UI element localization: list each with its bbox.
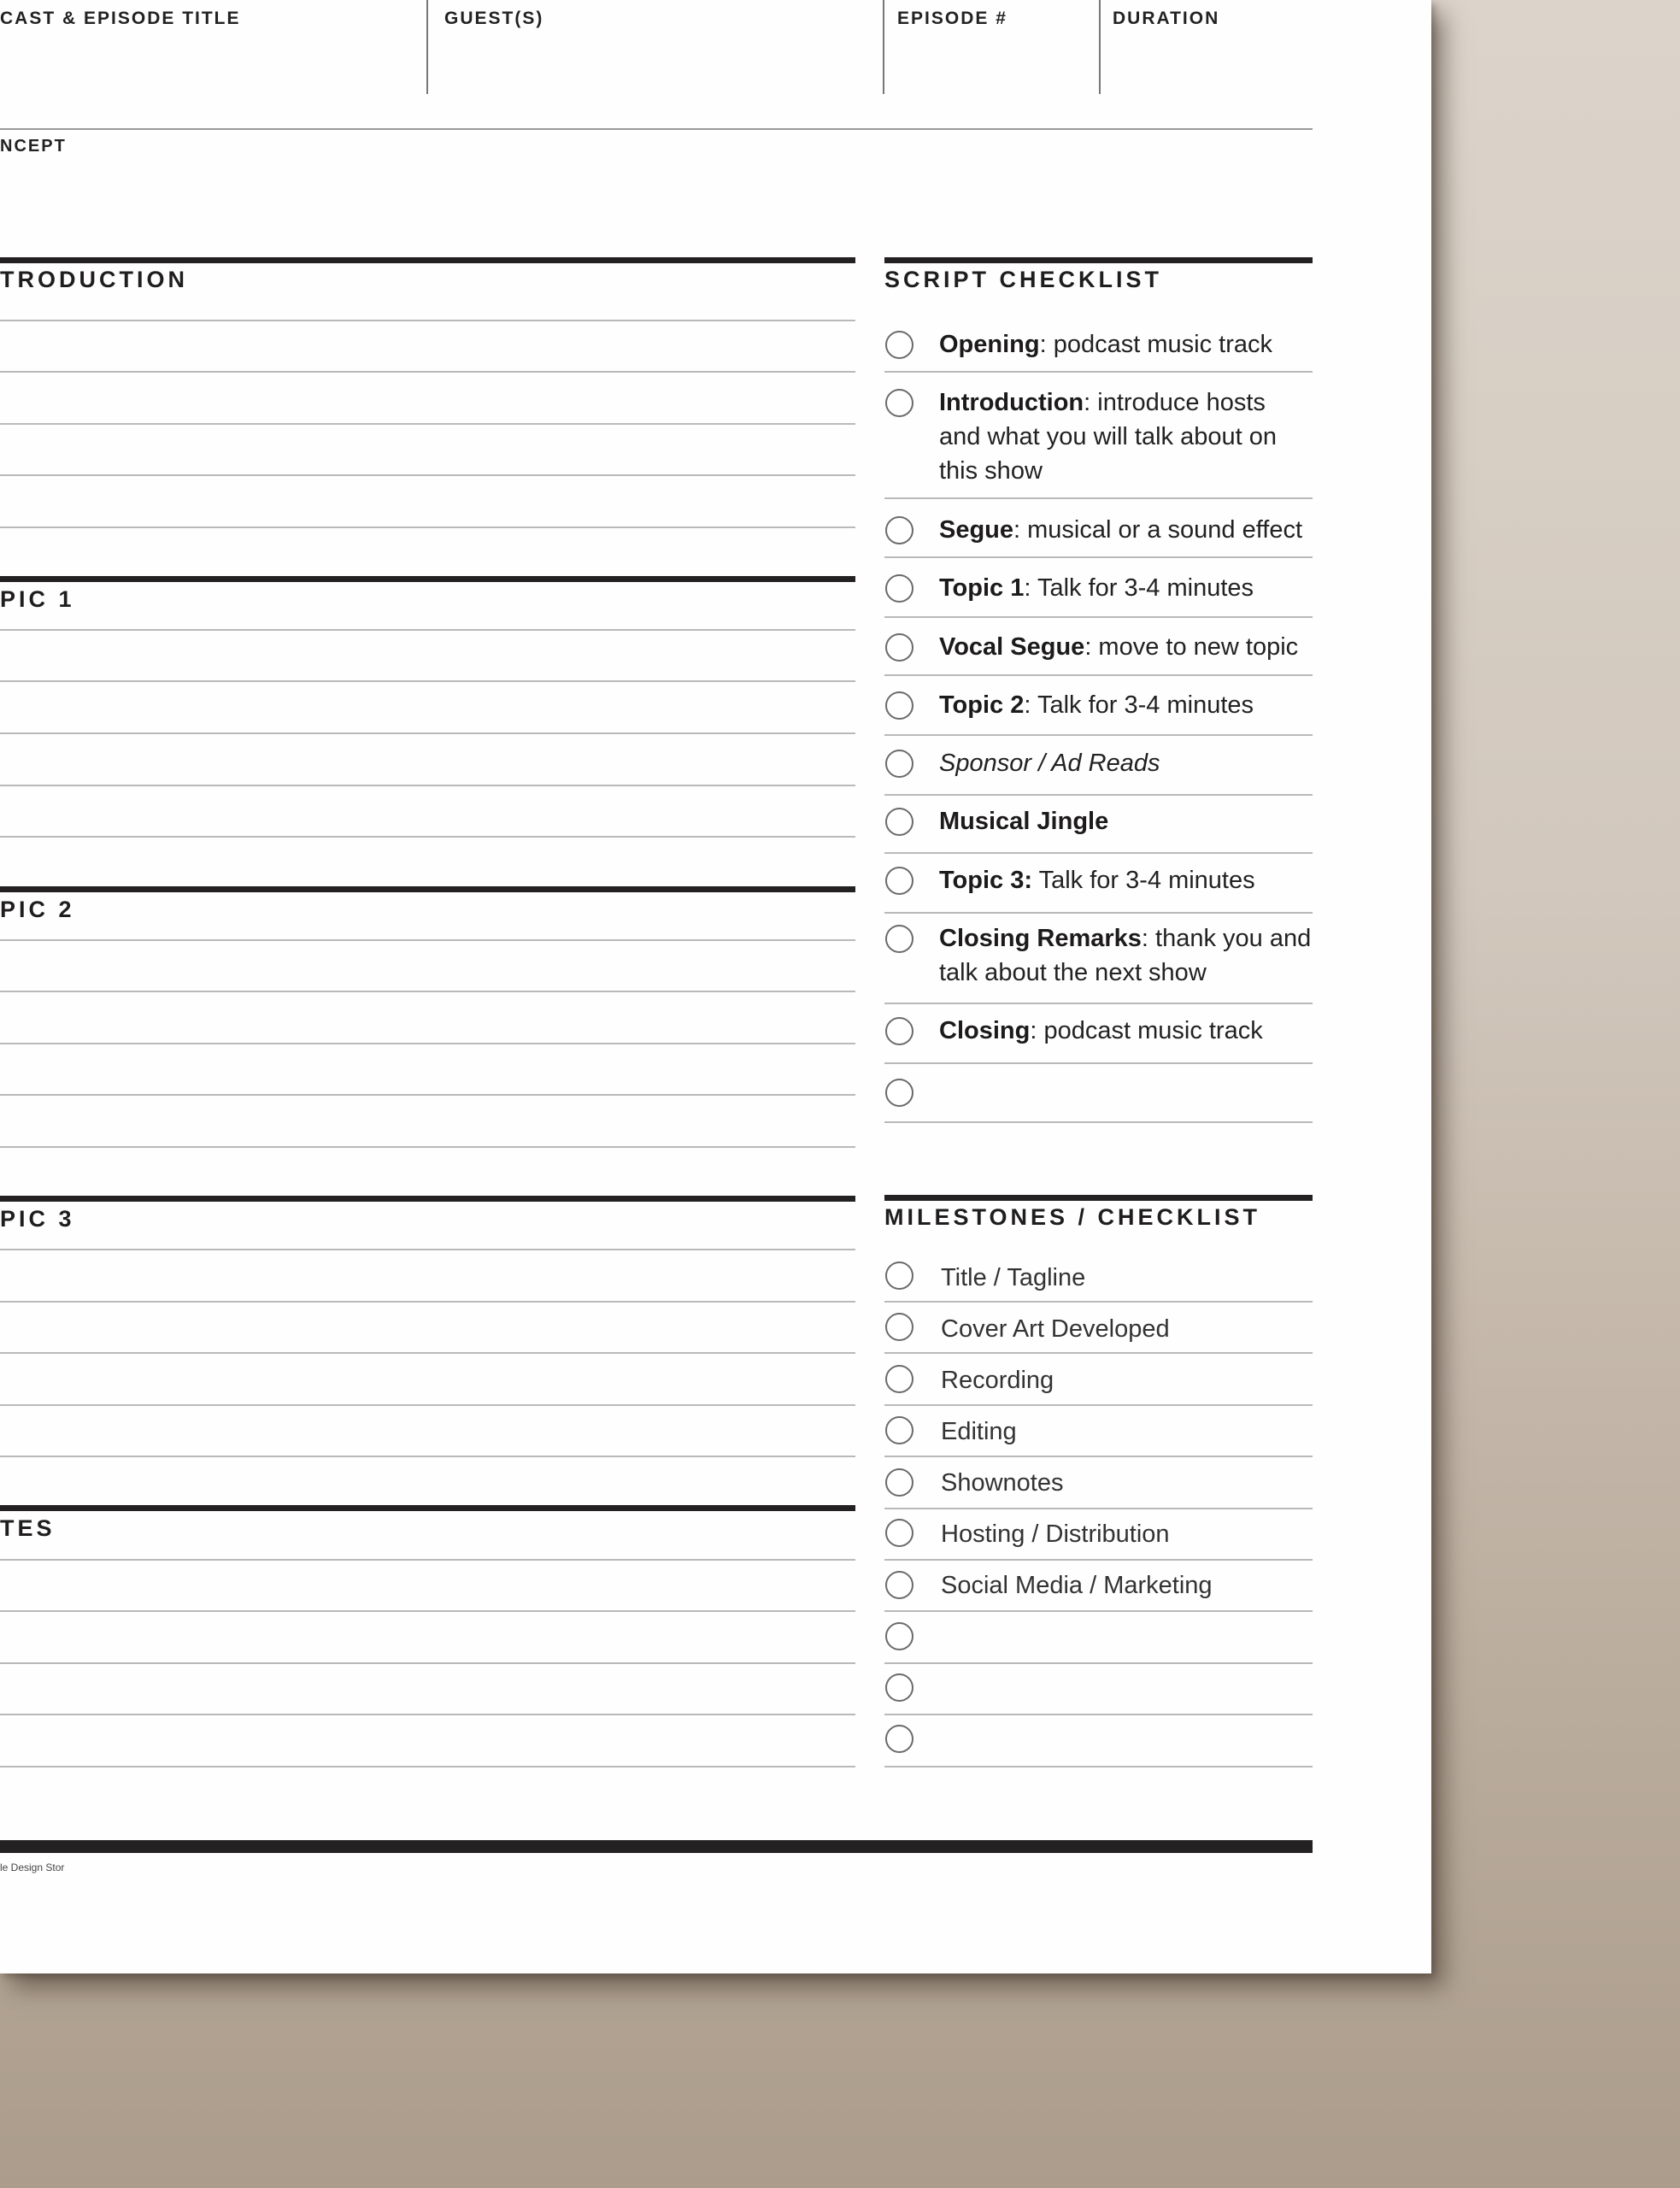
item-divider	[884, 794, 1313, 796]
item-description: : thank you and talk about the next show	[939, 925, 1312, 986]
checkbox-circle-icon[interactable]	[885, 1725, 913, 1753]
milestone-recording: Recording	[941, 1367, 1054, 1394]
item-divider	[884, 1662, 1313, 1664]
episode-input-area[interactable]	[889, 26, 1096, 94]
section-title-milestones: MILESTONES / CHECKLIST	[884, 1204, 1261, 1230]
writing-line[interactable]	[0, 732, 855, 734]
item-divider	[884, 1404, 1313, 1406]
item-bold-label: Introduction	[939, 389, 1084, 416]
guests-input-area[interactable]	[432, 26, 880, 94]
item-bold-label: Topic 2	[939, 691, 1025, 719]
writing-line[interactable]	[0, 1714, 855, 1715]
item-description: Talk for 3-4 minutes	[1032, 867, 1255, 894]
checklist-item-vocal-segue	[939, 630, 1298, 664]
item-divider	[884, 1559, 1313, 1561]
item-divider	[884, 556, 1313, 558]
header-divider	[883, 0, 884, 94]
checklist-item-sponsor	[939, 746, 1160, 780]
item-bold-label: Topic 1	[939, 574, 1025, 602]
section-title-topic-1: PIC 1	[0, 586, 75, 612]
item-divider	[884, 1121, 1313, 1123]
item-divider	[884, 734, 1313, 736]
section-rule	[0, 257, 855, 263]
checkbox-circle-icon[interactable]	[885, 867, 913, 895]
item-divider	[884, 1456, 1313, 1457]
checkbox-circle-icon[interactable]	[885, 1262, 913, 1290]
item-divider	[884, 852, 1313, 854]
item-bold-label: Closing	[939, 1017, 1031, 1044]
checkbox-circle-icon[interactable]	[885, 1468, 913, 1497]
checklist-item-closing-remarks	[939, 921, 1315, 990]
section-rule	[0, 576, 855, 582]
writing-line[interactable]	[0, 1766, 855, 1767]
milestone-social-media: Social Media / Marketing	[941, 1572, 1213, 1599]
item-description: Sponsor / Ad Reads	[939, 750, 1160, 777]
checklist-item-topic-3	[939, 863, 1255, 897]
milestone-cover-art: Cover Art Developed	[941, 1315, 1170, 1343]
concept-input-area[interactable]	[0, 162, 1313, 248]
checkbox-circle-icon[interactable]	[885, 1079, 913, 1107]
writing-line[interactable]	[0, 474, 855, 476]
checklist-item-topic-2	[939, 688, 1254, 722]
writing-line[interactable]	[0, 680, 855, 682]
section-title-notes: TES	[0, 1515, 56, 1541]
item-description: : podcast music track	[1039, 331, 1272, 358]
milestone-hosting: Hosting / Distribution	[941, 1520, 1170, 1548]
writing-line[interactable]	[0, 629, 855, 631]
duration-input-area[interactable]	[1104, 26, 1312, 94]
writing-line[interactable]	[0, 1352, 855, 1354]
checkbox-circle-icon[interactable]	[885, 331, 913, 359]
writing-line[interactable]	[0, 1610, 855, 1612]
milestone-shownotes: Shownotes	[941, 1469, 1064, 1497]
checklist-item-opening	[939, 327, 1272, 362]
checklist-item-introduction	[939, 385, 1307, 488]
item-divider	[884, 1062, 1313, 1064]
checkbox-circle-icon[interactable]	[885, 633, 913, 662]
checkbox-circle-icon[interactable]	[885, 1416, 913, 1444]
checklist-item-closing	[939, 1014, 1263, 1048]
checkbox-circle-icon[interactable]	[885, 516, 913, 544]
checkbox-circle-icon[interactable]	[885, 1673, 913, 1702]
item-divider	[884, 912, 1313, 914]
section-title-topic-2: PIC 2	[0, 897, 75, 922]
section-rule	[0, 1196, 855, 1202]
section-rule	[0, 1505, 855, 1511]
item-description: : podcast music track	[1030, 1017, 1263, 1044]
checkbox-circle-icon[interactable]	[885, 1365, 913, 1393]
writing-line[interactable]	[0, 1559, 855, 1561]
item-description: : introduce hosts and what you will talk about on this show	[939, 389, 1277, 485]
section-title-introduction: TRODUCTION	[0, 267, 188, 292]
item-divider	[884, 1766, 1313, 1767]
writing-line[interactable]	[0, 423, 855, 425]
writing-line[interactable]	[0, 1662, 855, 1664]
writing-line[interactable]	[0, 991, 855, 992]
milestone-editing: Editing	[941, 1418, 1017, 1445]
item-divider	[884, 1301, 1313, 1303]
writing-line[interactable]	[0, 1043, 855, 1044]
writing-line[interactable]	[0, 939, 855, 941]
milestone-title-tagline: Title / Tagline	[941, 1264, 1086, 1291]
checkbox-circle-icon[interactable]	[885, 691, 913, 720]
item-bold-label: Closing Remarks	[939, 925, 1142, 952]
header-divider	[426, 0, 428, 94]
item-bold-label: Segue	[939, 516, 1014, 544]
item-description: : move to new topic	[1084, 633, 1299, 661]
checkbox-circle-icon[interactable]	[885, 1622, 913, 1650]
item-description: : musical or a sound effect	[1013, 516, 1303, 544]
writing-line[interactable]	[0, 836, 855, 838]
guests-field-label: GUEST(S)	[444, 9, 544, 28]
item-description: : Talk for 3-4 minutes	[1024, 574, 1254, 602]
title-input-area[interactable]	[0, 26, 423, 94]
checkbox-circle-icon[interactable]	[885, 389, 913, 417]
item-divider	[884, 1508, 1313, 1509]
concept-label: NCEPT	[0, 137, 67, 156]
item-divider	[884, 1610, 1313, 1612]
item-bold-label: Topic 3:	[939, 867, 1033, 894]
checklist-item-topic-1	[939, 571, 1254, 605]
item-divider	[884, 1352, 1313, 1354]
writing-line[interactable]	[0, 1301, 855, 1303]
section-title-script-checklist: SCRIPT CHECKLIST	[884, 267, 1163, 292]
item-divider	[884, 1714, 1313, 1715]
footer-credit: le Design Stor	[0, 1862, 65, 1873]
episode-field-label: EPISODE #	[897, 9, 1007, 28]
checkbox-circle-icon[interactable]	[885, 925, 913, 953]
item-bold-label: Opening	[939, 331, 1040, 358]
item-divider	[884, 497, 1313, 499]
section-rule	[0, 886, 855, 892]
item-bold-label: Musical Jingle	[939, 808, 1109, 835]
section-title-topic-3: PIC 3	[0, 1206, 75, 1232]
checklist-item-musical-jingle	[939, 804, 1108, 838]
checkbox-circle-icon[interactable]	[885, 808, 913, 836]
duration-field-label: DURATION	[1113, 9, 1220, 28]
blank-checklist-entry[interactable]	[939, 1070, 1307, 1117]
item-divider	[884, 616, 1313, 618]
writing-line[interactable]	[0, 1146, 855, 1148]
item-divider	[884, 371, 1313, 373]
writing-line[interactable]	[0, 1249, 855, 1250]
item-bold-label: Vocal Segue	[939, 633, 1085, 661]
section-rule	[884, 257, 1313, 263]
checklist-item-segue	[939, 513, 1302, 547]
item-divider	[884, 1003, 1313, 1004]
writing-line[interactable]	[0, 1456, 855, 1457]
item-divider	[884, 674, 1313, 676]
writing-line[interactable]	[0, 526, 855, 528]
writing-line[interactable]	[0, 1094, 855, 1096]
writing-line[interactable]	[0, 320, 855, 321]
checkbox-circle-icon[interactable]	[885, 574, 913, 603]
checkbox-circle-icon[interactable]	[885, 1571, 913, 1599]
checkbox-circle-icon[interactable]	[885, 750, 913, 778]
checkbox-circle-icon[interactable]	[885, 1017, 913, 1045]
title-field-label: CAST & EPISODE TITLE	[0, 9, 241, 28]
checkbox-circle-icon[interactable]	[885, 1313, 913, 1341]
writing-line[interactable]	[0, 1404, 855, 1406]
section-rule	[884, 1195, 1313, 1201]
checkbox-circle-icon[interactable]	[885, 1519, 913, 1547]
header-rule	[0, 128, 1313, 130]
item-description: : Talk for 3-4 minutes	[1024, 691, 1254, 719]
writing-line[interactable]	[0, 371, 855, 373]
footer-bar	[0, 1840, 1313, 1853]
header-divider	[1099, 0, 1101, 94]
writing-line[interactable]	[0, 785, 855, 786]
